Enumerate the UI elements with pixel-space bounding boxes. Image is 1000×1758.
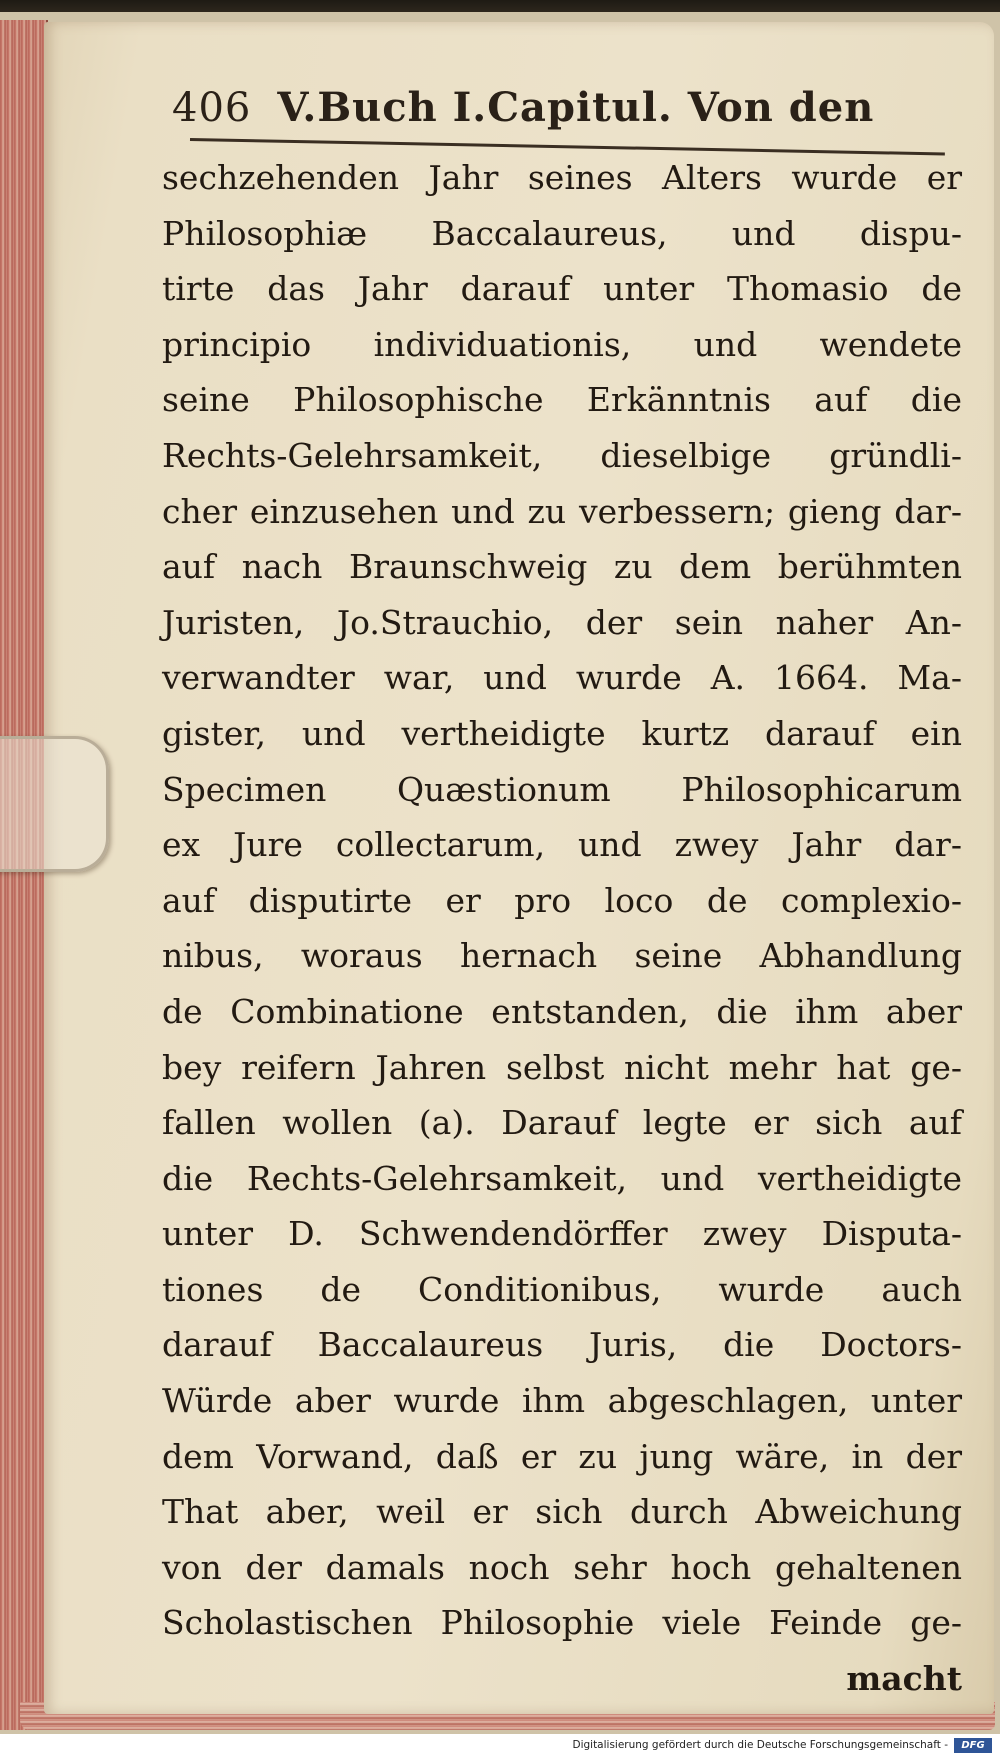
text-line: Rechts-Gelehrsamkeit, dieselbige gründli-: [162, 435, 962, 475]
running-head: [172, 84, 932, 131]
text-line: bey reifern Jahren selbst nicht mehr hat ge-: [162, 1047, 962, 1087]
text-line: gister, und vertheidigte kurtz darauf ein: [162, 713, 962, 753]
text-line: principio individuationis, und wendete: [162, 324, 962, 364]
text-line: verwandter war, und wurde A. 1664. Ma-: [162, 658, 962, 698]
digitization-credit: Digitalisierung gefördert durch die Deutsche Forschungsgemeinschaft -: [572, 1739, 948, 1751]
text-line: dem Vorwand, daß er zu jung wäre, in der: [162, 1436, 962, 1476]
text-line: cher einzusehen und zu verbessern; gieng dar-: [162, 491, 962, 531]
text-line: de Combinatione entstanden, die ihm aber: [162, 991, 962, 1031]
text-line: nibus, woraus hernach seine Abhandlung: [162, 936, 962, 976]
text-line: sechzehenden Jahr seines Alters wurde er: [162, 158, 962, 197]
text-line: seine Philosophische Erkänntnis auf die: [162, 380, 962, 420]
page-edges-left: [0, 20, 48, 1730]
text-line: fallen wollen (a). Darauf legte er sich auf: [162, 1103, 962, 1143]
text-line: That aber, weil er sich durch Abweichung: [162, 1492, 962, 1532]
text-line: unter D. Schwendendörffer zwey Disputa-: [162, 1214, 962, 1254]
text-line: tirte das Jahr darauf unter Thomasio de: [162, 269, 962, 309]
page-number: 406: [172, 85, 252, 131]
catchword: macht: [846, 1659, 962, 1699]
text-line: tiones de Conditionibus, wurde auch: [162, 1269, 962, 1309]
text-line: Scholastischen Philosophie viele Feinde ge-: [162, 1603, 962, 1643]
text-line: von der damals noch sehr hoch gehaltenen: [162, 1547, 962, 1587]
text-line: Specimen Quæstionum Philosophicarum: [162, 769, 962, 809]
body-text: [162, 150, 962, 1707]
text-line: auf disputirte er pro loco de complexio-: [162, 880, 962, 920]
bookmark-clip: [0, 736, 109, 872]
running-title: V.Buch I.Capitul. Von den: [277, 84, 875, 131]
text-line: auf nach Braunschweig zu dem berühmten: [162, 547, 962, 587]
text-line: ex Jure collectarum, und zwey Jahr dar-: [162, 825, 962, 865]
text-line: Juristen, Jo.Strauchio, der sein naher An-: [162, 602, 962, 642]
text-line: Würde aber wurde ihm abgeschlagen, unter: [162, 1381, 962, 1421]
dfg-logo: DFG: [954, 1738, 992, 1753]
text-line: Philosophiæ Baccalaureus, und dispu-: [162, 213, 962, 253]
text-line: darauf Baccalaureus Juris, die Doctors-: [162, 1325, 962, 1365]
text-line: die Rechts-Gelehrsamkeit, und vertheidigte: [162, 1158, 962, 1198]
